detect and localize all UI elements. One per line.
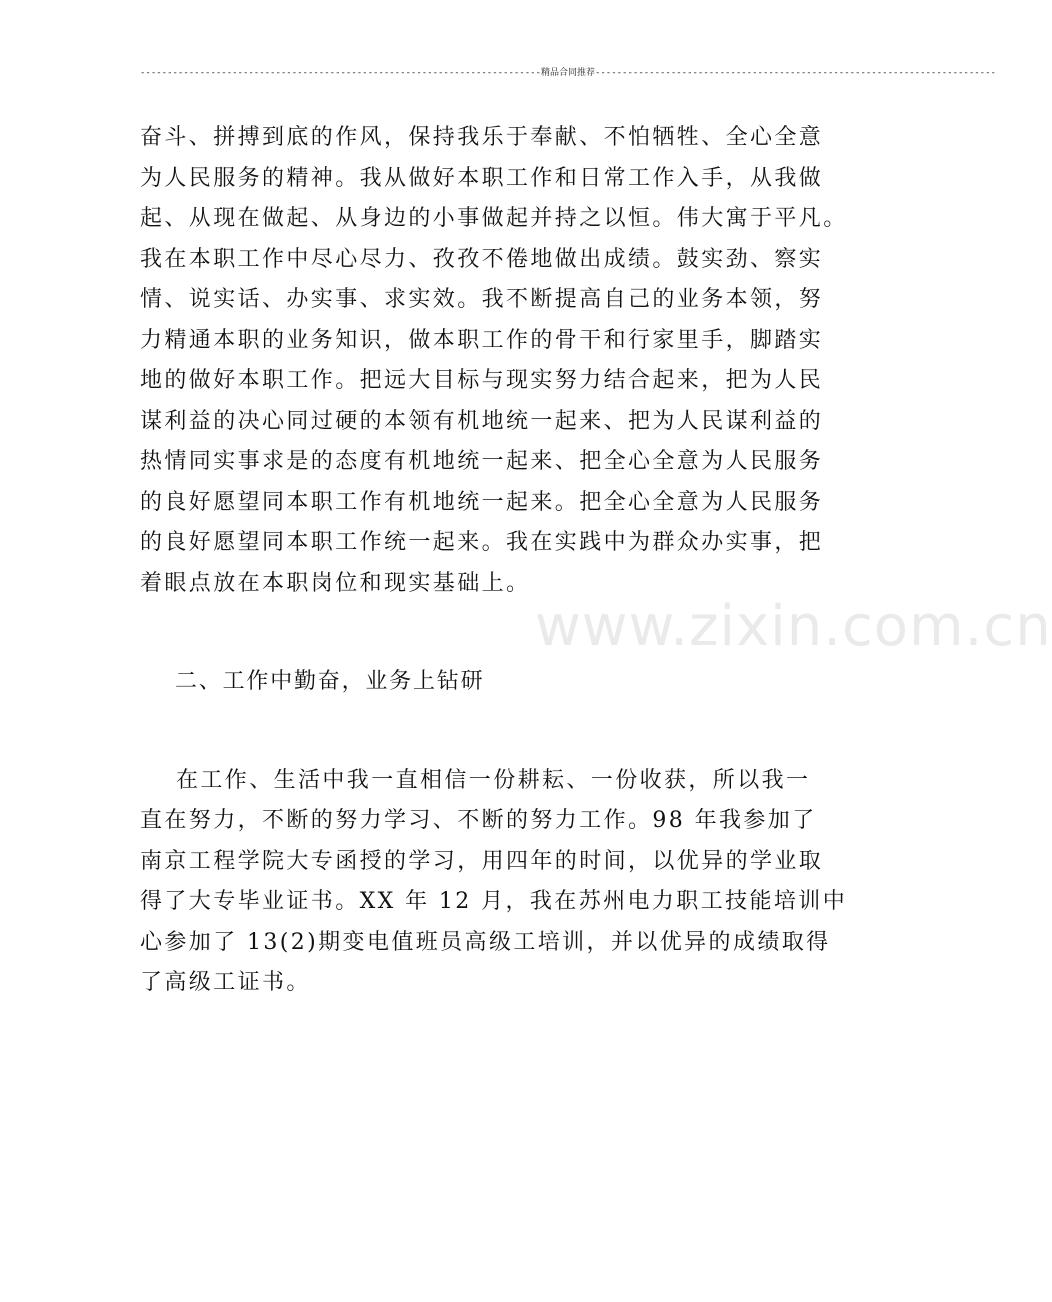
text-line: 力精通本职的业务知识，做本职工作的骨干和行家里手，脚踏实 [140, 327, 824, 353]
text-line: 直在努力，不断的努力学习、不断的努力工作。98 年我参加了 [140, 808, 817, 833]
section-heading: 二、工作中勤奋，业务上钻研 [175, 669, 485, 694]
text-line: 我在本职工作中尽心尽力、孜孜不倦地做出成绩。鼓实劲、察实 [140, 246, 824, 272]
text-line: 在工作、生活中我一直相信一份耕耘、一份收获，所以我一 [176, 767, 811, 793]
paragraph-2 [140, 761, 848, 1004]
watermark: www.zixin.com.cn [535, 594, 1052, 659]
text-line: 的良好愿望同本职工作统一起来。我在实践中为群众办实事，把 [140, 530, 824, 555]
text-line: 的良好愿望同本职工作有机地统一起来。把全心全意为人民服务 [140, 489, 824, 515]
spacer [140, 604, 782, 662]
text-line: 得了大专毕业证书。XX 年 12 月，我在苏州电力职工技能培训中 [140, 889, 848, 914]
text-line: 奋斗、拼搏到底的作风，保持我乐于奉献、不怕牺牲、全心全意 [140, 125, 824, 150]
text-line: 热情同实事求是的态度有机地统一起来、把全心全意为人民服务 [140, 449, 824, 474]
paragraph-1 [140, 118, 848, 604]
text-line: 为人民服务的精神。我从做好本职工作和日常工作入手，从我做 [140, 165, 824, 191]
text-line: 起、从现在做起、从身边的小事做起并持之以恒。伟大寓于平凡。 [140, 206, 848, 231]
text-line: 地的做好本职工作。把远大目标与现实努力结合起来，把为人民 [140, 368, 824, 393]
page-header: --------------------------------------------------------------------------精品合同推荐-------------------------------------------------------------------------- [140, 68, 996, 78]
text-line: 了高级工证书。 [140, 970, 311, 995]
text-line: 着眼点放在本职岗位和现实基础上。 [140, 570, 531, 596]
text-line: 南京工程学院大专函授的学习，用四年的时间，以优异的学业取 [140, 848, 824, 874]
spacer [140, 703, 782, 761]
text-line: 情、说实话、办实事、求实效。我不断提高自己的业务本领，努 [140, 287, 824, 312]
text-line: 谋利益的决心同过硬的本领有机地统一起来、把为人民谋利益的 [140, 408, 824, 434]
text-line: 心参加了 13(2)期变电值班员高级工培训，并以优异的成绩取得 [140, 929, 831, 955]
